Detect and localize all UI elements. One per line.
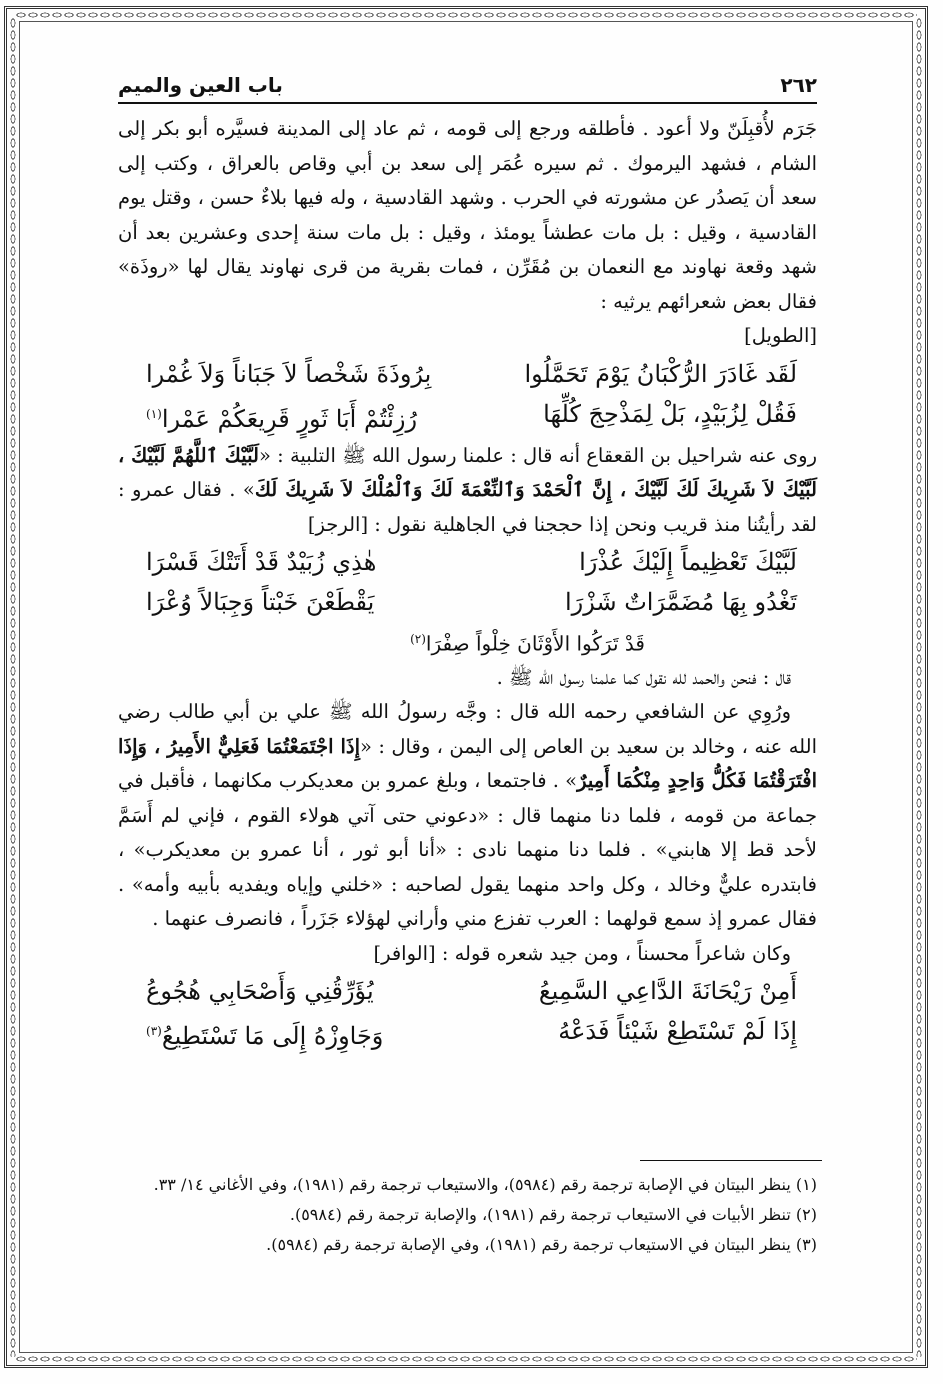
page-number: ٢٦٢	[780, 73, 817, 97]
footnote-3: (٣) ينظر البيتان في الاستيعاب ترجمة رقم (١٩٨١)، وفي الإصابة ترجمة رقم (٥٩٨٤).	[266, 1235, 817, 1254]
paragraph-2-text-a: روى عنه شراحيل بن القعقاع أنه قال : علمنا رسول الله ﷺ التلبية : «	[258, 443, 817, 467]
hemistich-first: فَقُلْ لِزُبَيْدٍ، بَلْ لِمَذْحِجَ كُلِّهَا	[543, 399, 797, 428]
verse-line	[118, 394, 817, 439]
hemistich-second	[146, 394, 417, 439]
meter-label-2: [الرجز]	[307, 512, 369, 536]
paragraph-1	[118, 112, 817, 319]
paragraph-2-text-c: » . فقال عمرو : لقد رأيتُنا منذ قريب ونحن إذا حججنا في الجاهلية نقول :	[118, 478, 817, 536]
hadith-text: إِذَا اجْتَمَعْتُمَا فَعَلِيٌّ الأَمِيرُ ، وَإِذَا افْتَرَقْتُمَا فَكُلُّ وَاحِدٍ مِنْكُمَا أَمِيرٌ	[118, 734, 817, 793]
hemistich-second: هٰذِي زُبَيْدٌ قَدْ أَتَتْكَ قَسْرَا	[146, 548, 377, 576]
meter-label-3: [الوافر]	[373, 941, 436, 965]
footnote-ref-1: (١)	[146, 406, 162, 421]
paragraph-5	[118, 937, 817, 972]
hemistich-second-text: وَجَاوِزْهُ إِلَى مَا تَسْتَطِيعُ	[161, 1022, 384, 1051]
verse-single-text: قَدْ تَرَكُوا الأَوْثَانَ خِلْواً صِفْرَا	[425, 631, 645, 656]
verse-line	[118, 354, 817, 394]
paragraph-1-text: جَرَم لأُقبِلَنّ ولا أعود . فأطلقه ورجع إلى قومه ، ثم عاد إلى المدينة فسيَّره أبو بكر إلى الشام ، فشهد اليرموك . ثم سيره عُمَر إلى سعد بن أبي وقاص بالعراق ، وكتب إلى سعد أن يَصدُر عن مشورته في الحرب . وشهد القادسية ، وله فيها بلاءٌ حسن ، وقتل يوم القادسية ، وقيل : بل مات عطشاً يومئذ ، وقيل : بل مات سنة إحدى وعشرين بعد أن شهد وقعة نهاوند مع النعمان بن مُقَرِّن ، فمات بقرية من قرى نهاوند يقال لها «روذَة» فقال بعض شعرائهم يرثيه :	[118, 117, 817, 313]
verse-line	[118, 971, 817, 1011]
verse-line-single	[118, 622, 817, 661]
hemistich-second: يُؤَرِّقُنِي وَأَصْحَابِي هُجُوعُ	[146, 977, 374, 1006]
meter-label-1: [الطويل]	[744, 324, 817, 347]
hemistich-second: يَقْطَعْنَ خَبْتاً وَجِبَالاً وُعْرَا	[146, 588, 375, 616]
footnote-ref-3: (٣)	[146, 1024, 162, 1039]
hemistich-second-text: رُزِئْتُمْ أَبَا ثَورٍ قَرِيعَكُمْ عَمْرا	[161, 404, 418, 433]
footnote-2: (٢) تنظر الأبيات في الاستيعاب ترجمة رقم (١٩٨١)، والإصابة ترجمة رقم (٥٩٨٤).	[289, 1205, 817, 1224]
verse-line	[118, 1011, 817, 1056]
footnotes	[118, 1172, 817, 1262]
paragraph-3: قال : فنحن والحمد لله نقول كما علمنا رسول الله ﷺ .	[496, 665, 791, 689]
hemistich-second	[146, 1011, 383, 1056]
verse-line	[118, 582, 817, 622]
talbiya-text: لَبَّيْكَ ٱللَّهُمَّ لَبَّيْكَ ، لَبَّيْكَ لاَ شَرِيكَ لَكَ لَبَّيْكَ ، إِنَّ ٱلْحَمْدَ وَٱلنِّعْمَةَ لَكَ وَٱلْمُلْكَ لاَ شَرِيكَ لَكَ	[118, 443, 817, 501]
hemistich-first: إِذَا لَمْ تَسْتَطِعْ شَيْئاً فَدَعْهُ	[558, 1017, 797, 1046]
paragraph-4-text-a: ورُوِي عن الشافعي رحمه الله قال : وجَّه رسولُ الله ﷺ علي بن أبي طالب رضي الله عنه ، وخالد بن سعيد بن العاص إلى اليمن ، وقال : «	[118, 700, 817, 758]
hemistich-first: تَغْدُو بِهَا مُضَمَّرَاتٌ شَزْرَا	[564, 588, 797, 616]
hemistich-second: بِرُوذَةَ شَخْصاً لاَ جَبَاناً وَلاَ غُمْرا	[146, 359, 432, 388]
border-ornament-top	[15, 11, 917, 19]
running-header	[118, 70, 817, 100]
chapter-title: باب العين والميم	[118, 73, 283, 97]
header-rule	[118, 102, 817, 104]
paragraph-2	[118, 439, 817, 543]
verse-line	[118, 542, 817, 582]
border-ornament-bottom	[15, 1355, 917, 1363]
border-ornament-right	[915, 17, 923, 1357]
footnote-rule	[640, 1160, 822, 1161]
paragraph-4-text-c: » . فاجتمعا ، وبلغ عمرو بن معديكرب مكانهما ، فأقبل في جماعة من قومه ، فلما دنا منهما قال : «دعوني حتى آتي هولاء القوم ، فإني لم أَسَمَّ لأحد قط إلا هابني» . فلما دنا منهما نادى : «أنا أبو ثور ، أنا عمرو بن معديكرب» ، فابتدره عليٌّ وخالد ، وكل واحد منهما يقول لصاحبه : «خلني وإياه ويفديه بأبيه وأمه» . فقال عمرو إذ سمع قولهما : العرب تفزع مني وأراني لهؤلاء جَزَراً ، فانصرف عنهما .	[118, 769, 817, 931]
hemistich-first: لَبَّيْكَ تَعْظِيماً إِلَيْكَ عُذْرَا	[579, 548, 797, 576]
main-text	[118, 112, 817, 1056]
paragraph-4	[118, 695, 817, 937]
footnote-ref-2: (٢)	[410, 632, 426, 646]
footnote-1: (١) ينظر البيتان في الإصابة ترجمة رقم (٥٩٨٤)، والاستيعاب ترجمة رقم (١٩٨١)، وفي الأغاني ١٤/ ٣٣.	[153, 1175, 817, 1194]
hemistich-first: لَقَد غَادَرَ الرُّكْبَانُ يَوْمَ تَحَمَّلُوا	[524, 359, 797, 388]
border-ornament-left	[9, 17, 17, 1357]
hemistich-first: أَمِنْ رَيْحَانَةَ الدَّاعِي السَّمِيعُ	[538, 977, 797, 1006]
paragraph-5-text: وكان شاعراً محسناً ، ومن جيد شعره قوله :	[435, 941, 791, 965]
